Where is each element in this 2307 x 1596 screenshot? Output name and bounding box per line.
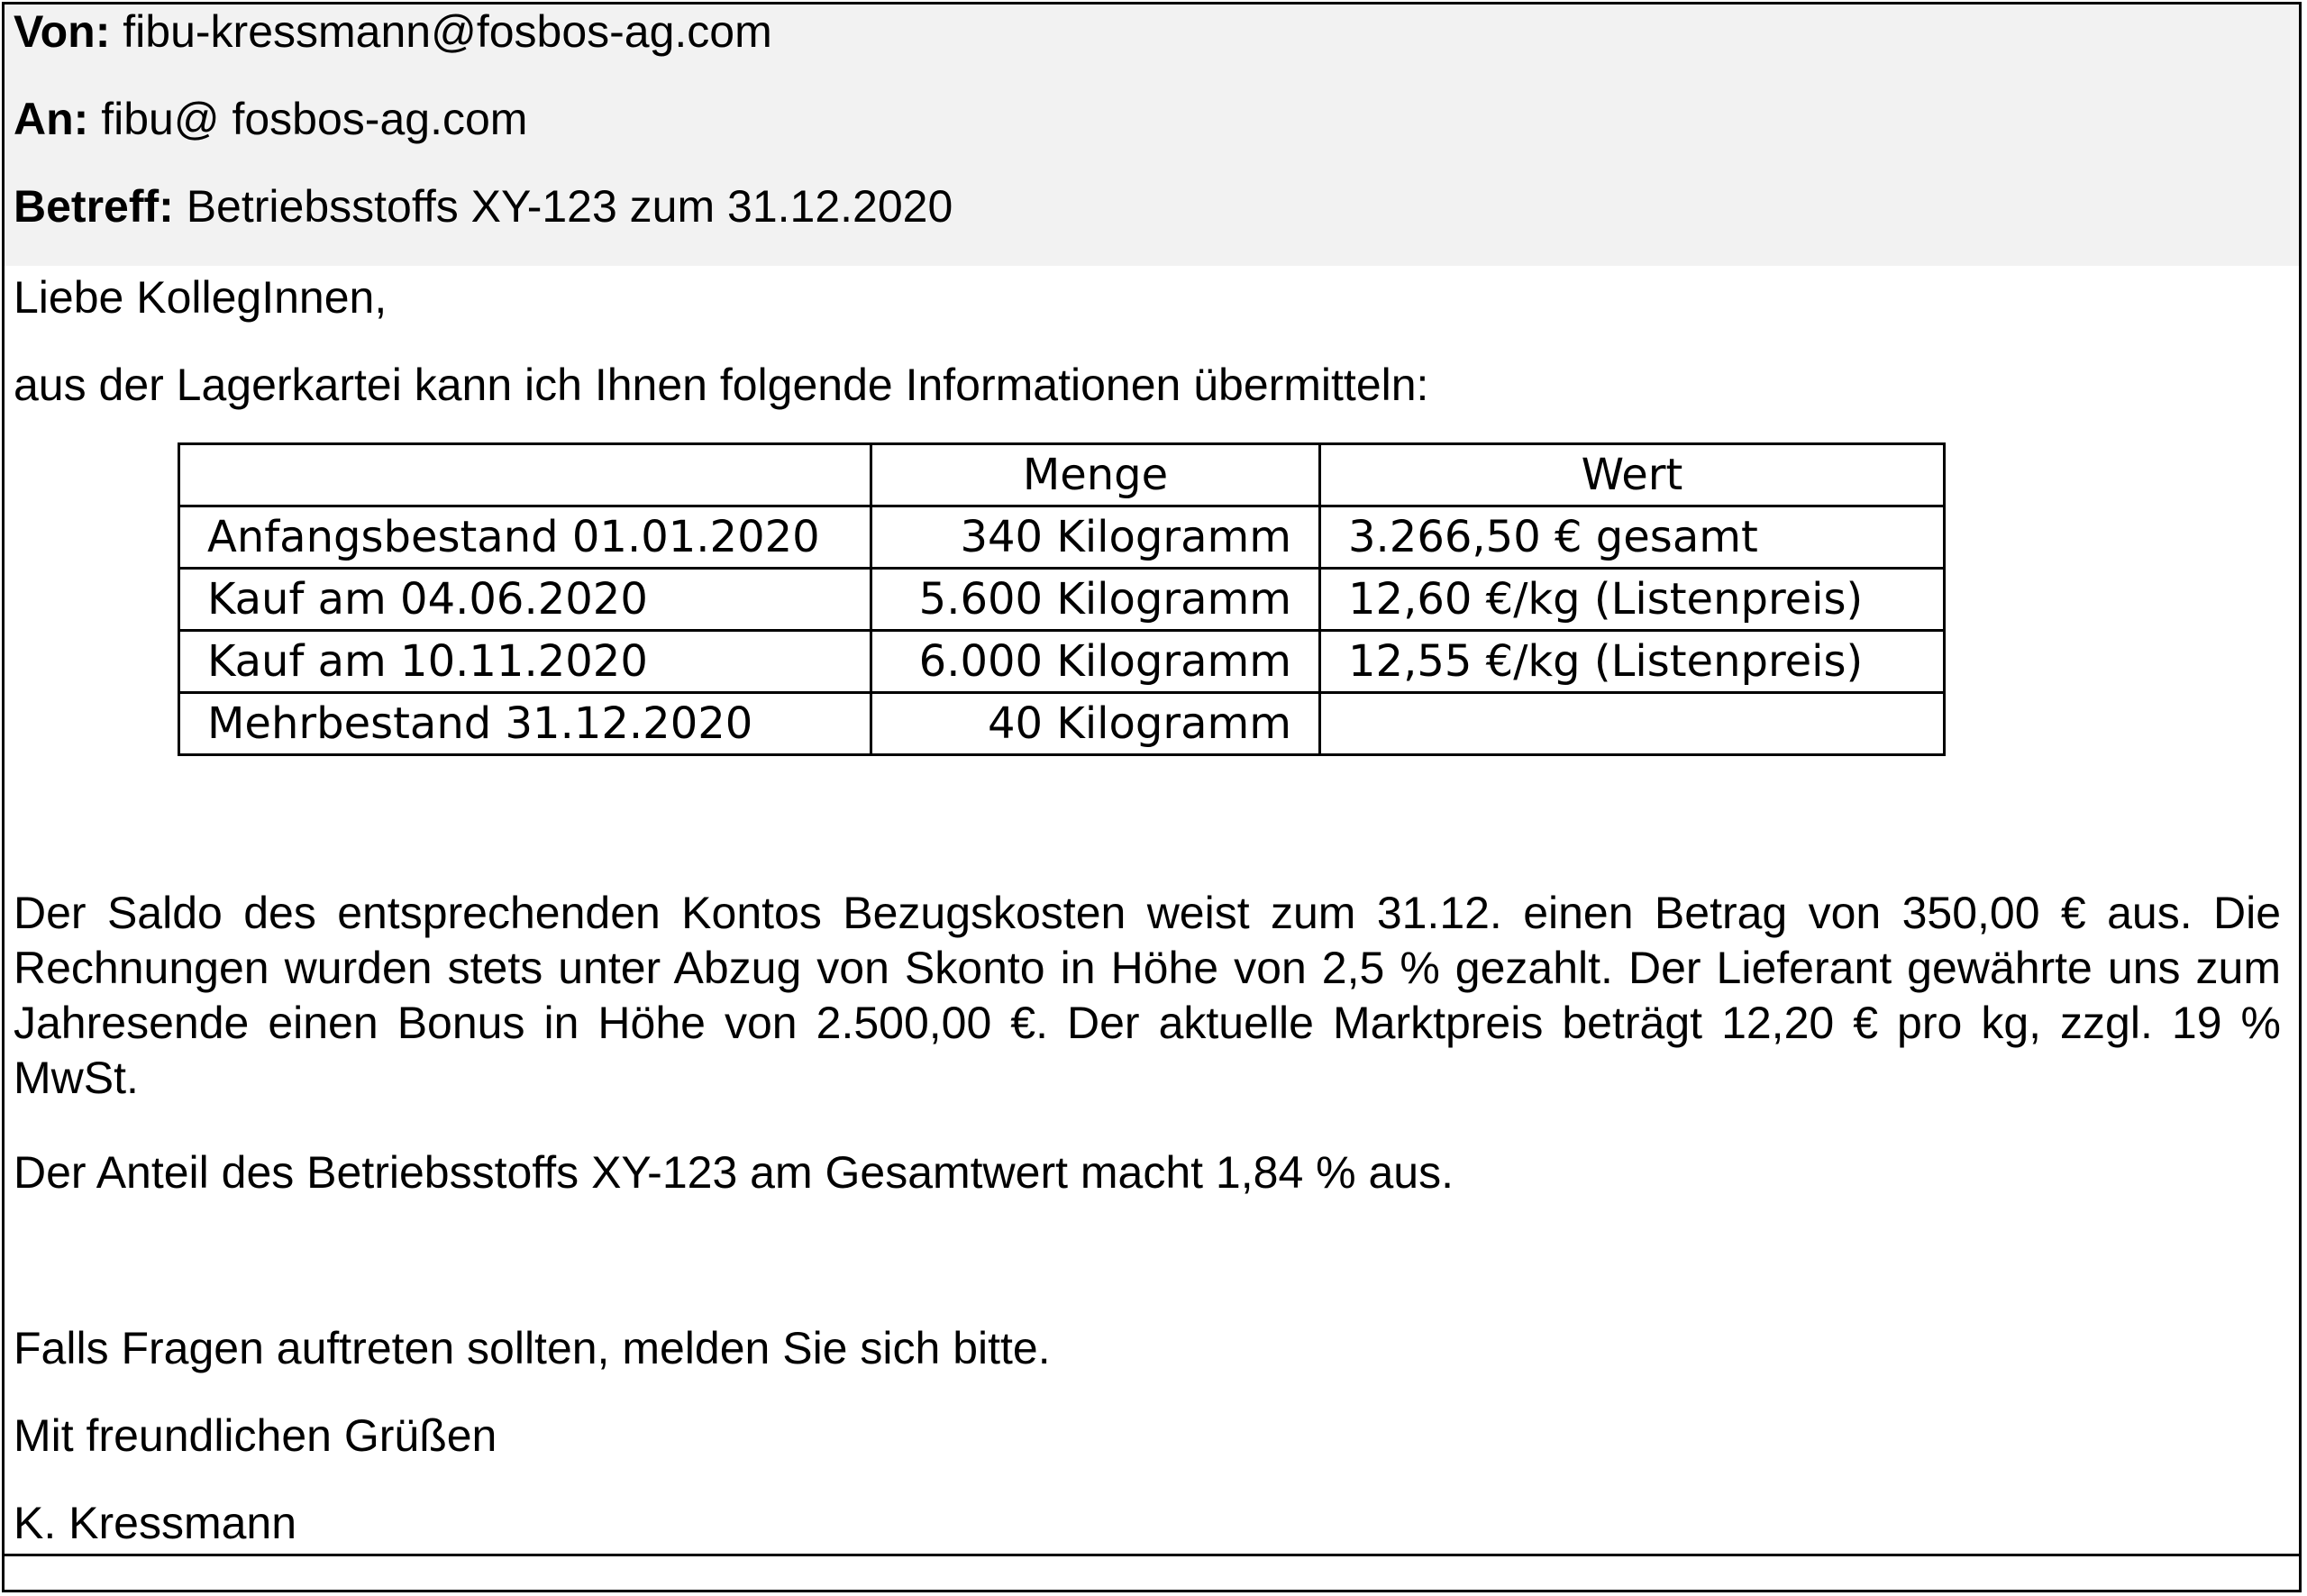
table-header-cell: Wert	[1320, 444, 1945, 506]
from-label: Von:	[14, 6, 111, 57]
table-cell: 340 Kilogramm	[871, 506, 1320, 569]
table-header-row	[179, 444, 1945, 506]
table-cell	[1320, 693, 1945, 755]
table-row	[179, 569, 1945, 631]
from-line	[14, 5, 772, 59]
table-cell: 12,55 €/kg (Listenpreis)	[1320, 631, 1945, 693]
table-cell: 6.000 Kilogramm	[871, 631, 1320, 693]
table-cell: Kauf am 04.06.2020	[179, 569, 871, 631]
table-cell: 5.600 Kilogramm	[871, 569, 1320, 631]
greeting: Liebe KollegInnen,	[14, 272, 388, 323]
email-header	[5, 5, 2299, 266]
table-header-cell: Menge	[871, 444, 1320, 506]
table-row	[179, 506, 1945, 569]
subject-text: Betriebsstoffs XY-123 zum 31.12.2020	[186, 181, 953, 232]
table-cell: Anfangsbestand 01.01.2020	[179, 506, 871, 569]
table-header-cell	[179, 444, 871, 506]
table-cell: Mehrbestand 31.12.2020	[179, 693, 871, 755]
subject-label: Betreff:	[14, 181, 174, 232]
subject-line	[14, 179, 953, 233]
closing-question: Falls Fragen auftreten sollten, melden Sie sich bitte.	[14, 1323, 1051, 1373]
table-row	[179, 631, 1945, 693]
to-line	[14, 92, 527, 146]
from-address: fibu-kressmann@fosbos-ag.com	[123, 6, 772, 57]
table-cell: 40 Kilogramm	[871, 693, 1320, 755]
intro-text: aus der Lagerkartei kann ich Ihnen folgende Informationen übermitteln:	[14, 360, 1429, 410]
signature: K. Kressmann	[14, 1498, 297, 1548]
table-cell: 12,60 €/kg (Listenpreis)	[1320, 569, 1945, 631]
inventory-table	[178, 442, 1946, 756]
paragraph-costs: Der Saldo des entsprechenden Kontos Bezugskosten weist zum 31.12. einen Betrag von 350,00 € aus. Die Rechnungen wurden stets unter Abzug von Skonto in Höhe von 2,5 % gezahlt. Der Lieferant gewährte uns zum Jahresende einen Bonus in Höhe von 2.500,00 €. Der aktuelle Marktpreis beträgt 12,20 € pro kg, zzgl. 19 % MwSt.	[14, 888, 2281, 1103]
to-address: fibu@ fosbos-ag.com	[101, 94, 528, 144]
table-cell: Kauf am 10.11.2020	[179, 631, 871, 693]
regards: Mit freundlichen Grüßen	[14, 1410, 497, 1461]
paragraph-share: Der Anteil des Betriebsstoffs XY-123 am Gesamtwert macht 1,84 % aus.	[14, 1147, 1454, 1198]
table-cell: 3.266,50 € gesamt	[1320, 506, 1945, 569]
to-label: An:	[14, 94, 89, 144]
table-row	[179, 693, 1945, 755]
email-document	[2, 2, 2302, 1592]
bottom-divider	[5, 1554, 2299, 1556]
